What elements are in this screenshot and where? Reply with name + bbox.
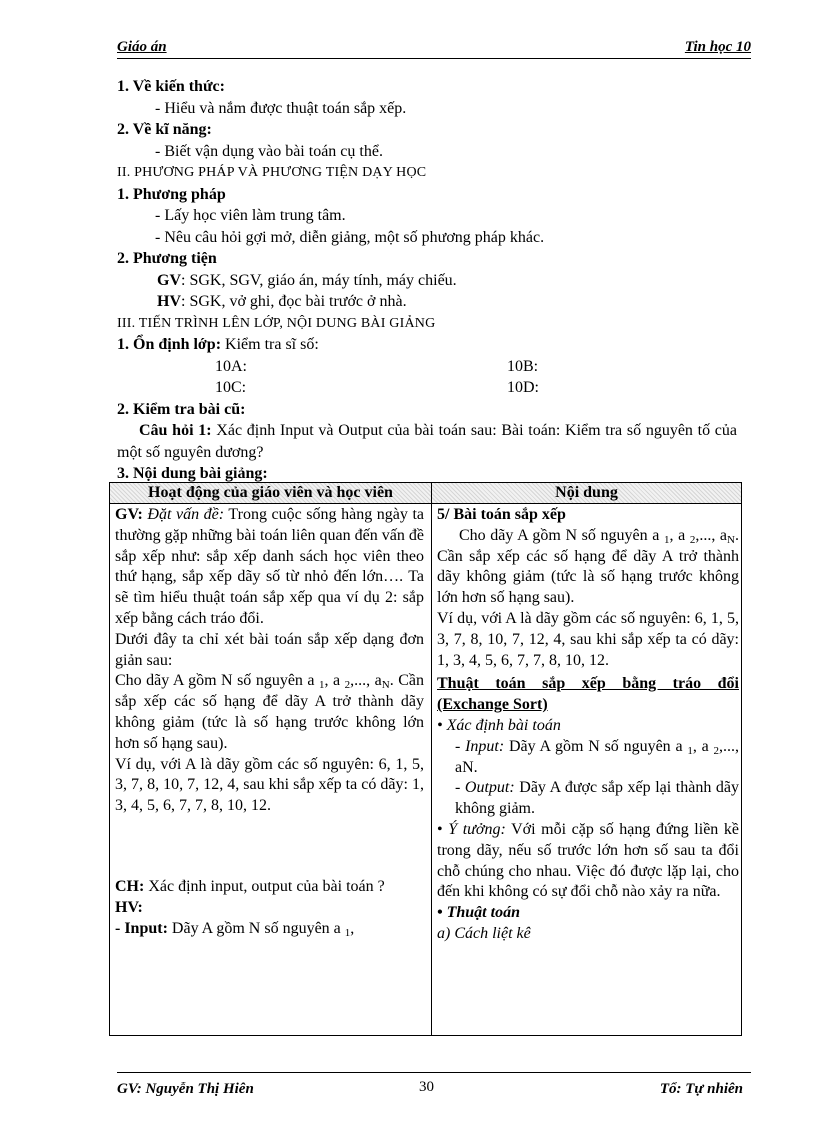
subscript: 2 [344, 679, 351, 692]
class-check [117, 334, 745, 356]
bullet: • [437, 820, 449, 838]
text: . Cần sắp xếp các số hạng để dãy A trở thành dãy không giảm (tức là số hạng trước không lớn hơn số hạng sau). [437, 526, 739, 607]
intro-paragraph [115, 505, 424, 630]
algorithm-title [437, 674, 739, 716]
example-paragraph: Ví dụ, với A là dãy gồm các số nguyên: 6, 1, 5, 3, 7, 8, 10, 7, 12, 4, sau khi sắp xếp ta có dãy: 1, 3, 4, 5, 6, 7, 7, 8, 10, 12. [115, 755, 424, 815]
page-footer [117, 1072, 751, 1103]
content-column [437, 505, 739, 945]
hv-label: HV [157, 293, 181, 310]
section-title: 2. Phương tiện [117, 250, 217, 267]
footer-department: Tổ: Tự nhiên [659, 1081, 743, 1097]
subscript: 1 [663, 533, 670, 546]
output-line [437, 778, 739, 820]
od-title: 1. Ổn định lớp: [117, 336, 222, 353]
input-line [437, 737, 739, 779]
header-course: Tin học 10 [684, 39, 751, 55]
idea-paragraph [437, 820, 739, 903]
list-item: - Biết vận dụng vào bài toán cụ thể. [155, 142, 383, 160]
algorithm-title-text: Thuật toán sắp xếp bằng tráo đổi (Exchange Sort) [437, 675, 739, 714]
column-divider [431, 483, 432, 1035]
gv-label: GV: [115, 506, 143, 523]
bullet-algorithm: • Thuật toán [437, 904, 520, 922]
text: ,..., a [695, 526, 728, 544]
hv-label-text: HV: [115, 898, 143, 916]
text: . Cần sắp xếp các số hạng để dãy A trở thành dãy không giảm (tức là số hạng trước không lớn hơn số hạng sau). [115, 672, 424, 752]
text: , a [669, 526, 690, 544]
section-title: 1. Phương pháp [117, 185, 226, 203]
list-item: - Lấy học viên làm trung tâm. [155, 207, 346, 224]
page-header [117, 38, 751, 59]
gv-text: Trong cuộc sống hàng ngày ta thường gặp những bài toán liên quan đến vấn đề sắp xếp như: sắp xếp danh sách học viên theo thứ hạng, sắp xếp dãy số từ nhỏ đến lớn…. Ta sẽ tìm hiểu thuật toán sắp xếp qua ví dụ 2: sắp xếp bằng cách tráo đổi. [115, 506, 425, 627]
q1-label: Câu hỏi 1: [139, 422, 212, 439]
page-number: 30 [419, 1079, 434, 1095]
idea-label: Ý tưởng: [448, 820, 506, 838]
gv-label: GV [157, 271, 181, 289]
class-row [117, 377, 745, 399]
text: Dãy A được sắp xếp lại thành dãy không giảm. [455, 779, 740, 818]
class-label: 10C: [215, 379, 247, 396]
text: , [350, 919, 355, 937]
text: Dãy A gồm N số nguyên a [167, 919, 345, 937]
text: ,..., aN. [455, 737, 740, 776]
input-answer [115, 919, 424, 940]
paragraph: Dưới đây ta chỉ xét bài toán sắp xếp dạng đơn giản sau: [115, 630, 424, 669]
content-title [437, 505, 739, 526]
column-header-content: Nội dung [555, 484, 618, 501]
lesson-table [109, 482, 742, 1036]
text: , a [324, 672, 345, 690]
text: Dãy A gồm N số nguyên a [504, 737, 688, 755]
q1-text: Xác định Input và Output của bài toán sau: Bài toán: Kiểm tra số nguyên tố của một số nguyên dương? [117, 422, 738, 461]
question-1 [117, 420, 737, 463]
gv-lead: Đặt vấn đề: [142, 506, 225, 523]
part-heading: III. TIẾN TRÌNH LÊN LỚP, NỘI DUNG BÀI GIẢNG [117, 315, 436, 331]
class-label: 10A: [215, 357, 247, 375]
text: , a [692, 737, 714, 755]
subscript: N [727, 533, 735, 546]
section-title: 3. Nội dung bài giảng: [117, 465, 268, 482]
input-label: - Input: [115, 919, 168, 937]
input-label: - Input: [455, 737, 505, 755]
teacher-tools [117, 270, 745, 292]
class-row [117, 356, 745, 378]
table-header [110, 483, 741, 504]
section-title: 2. Kiểm tra bài cũ: [117, 400, 246, 418]
subscript: 1 [687, 744, 693, 757]
bullet-define: • Xác định bài toán [437, 716, 561, 734]
ch-text: Xác định input, output của bài toán ? [144, 877, 385, 895]
text: Cho dãy A gồm N số nguyên a [459, 526, 664, 544]
section-title: 1. Về kiến thức: [117, 78, 225, 95]
subscript: 2 [689, 533, 696, 546]
hv-text: : SGK, vở ghi, đọc bài trước ở nhà. [181, 293, 407, 310]
activity-column [115, 505, 424, 939]
gv-text: : SGK, SGV, giáo án, máy tính, máy chiếu. [181, 271, 457, 289]
subscript: N [381, 679, 390, 692]
text: Với mỗi cặp số hạng đứng liền kề trong dãy, nếu số trước lớn hơn số sau ta đổi chỗ chúng cho nhau. Việc đó được lặp lại, cho đến khi không có sự đổi chỗ nào xảy ra nữa. [437, 820, 739, 901]
footer-author: GV: Nguyễn Thị Hiên [117, 1081, 254, 1097]
list-item: - Hiểu và nắm được thuật toán sắp xếp. [155, 99, 407, 117]
student-tools [117, 291, 745, 313]
document-body [117, 76, 745, 485]
section-title: 2. Về kĩ năng: [117, 121, 212, 138]
text: ,..., a [350, 672, 382, 690]
text: Cho dãy A gồm N số nguyên a [115, 672, 320, 690]
column-header-activity: Hoạt động của giáo viên và học viên [148, 484, 393, 501]
output-label: - Output: [455, 779, 515, 797]
sub-heading: a) Cách liệt kê [437, 924, 531, 942]
subscript: 1 [319, 679, 325, 692]
question-paragraph [115, 877, 424, 898]
problem-statement [437, 526, 739, 609]
subscript: 1 [344, 926, 351, 939]
hv-label [115, 898, 424, 919]
problem-statement [115, 671, 424, 754]
part-heading: II. PHƯƠNG PHÁP VÀ PHƯƠNG TIỆN DẠY HỌC [117, 165, 427, 180]
ch-label: CH: [115, 877, 145, 895]
title-text: 5/ Bài toán sắp xếp [437, 506, 566, 523]
header-subject: Giáo án [117, 39, 167, 55]
class-label: 10D: [507, 379, 539, 396]
od-text: Kiểm tra sĩ số: [221, 336, 319, 353]
subscript: 2 [713, 744, 720, 757]
list-item: - Nêu câu hỏi gợi mở, diễn giảng, một số phương pháp khác. [155, 228, 545, 246]
example-paragraph: Ví dụ, với A là dãy gồm các số nguyên: 6, 1, 5, 3, 7, 8, 10, 7, 12, 4, sau khi sắp xếp ta có dãy: 1, 3, 4, 5, 6, 7, 7, 8, 10, 12. [437, 609, 739, 669]
class-label: 10B: [507, 357, 539, 375]
